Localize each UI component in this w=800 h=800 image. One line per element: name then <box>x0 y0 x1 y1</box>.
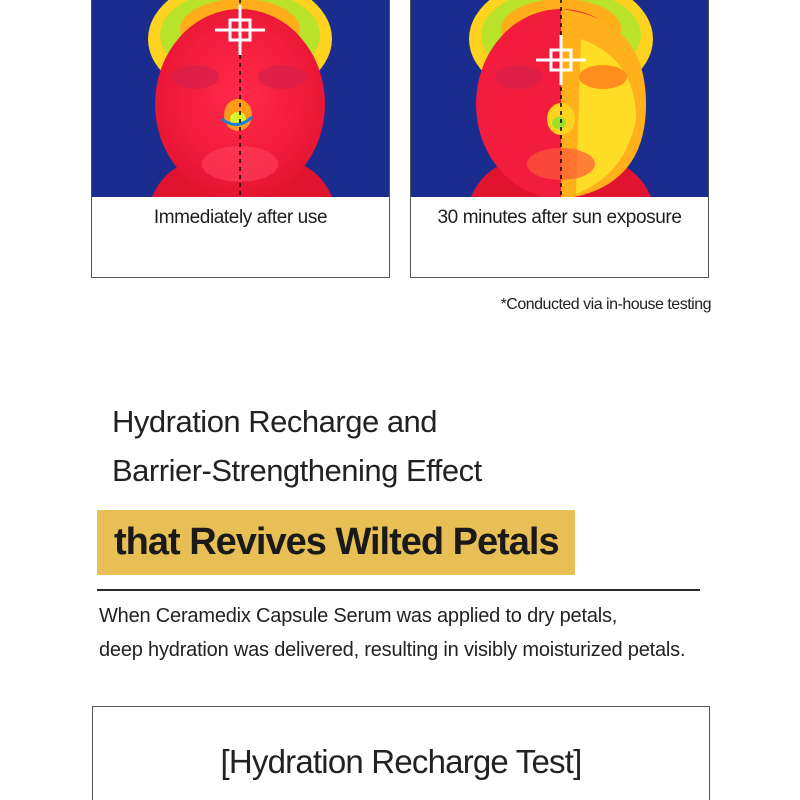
thermal-image-before <box>92 0 389 197</box>
thermal-card-after <box>410 0 709 278</box>
thermal-card-before <box>91 0 390 278</box>
test-title: [Hydration Recharge Test] <box>220 743 582 780</box>
highlight-headline: that Revives Wilted Petals <box>114 521 559 563</box>
section-headline-line-1: Hydration Recharge and <box>112 404 438 439</box>
section-divider <box>97 589 700 591</box>
thermal-caption-before: Immediately after use <box>153 207 328 228</box>
body-text-line-1: When Ceramedix Capsule Serum was applied to dry petals, <box>99 605 618 627</box>
thermal-image-after <box>411 0 708 197</box>
hydration-test-box <box>92 706 710 800</box>
section-headline-line-2: Barrier-Strengthening Effect <box>112 453 482 488</box>
thermal-caption-after: 30 minutes after sun exposure <box>437 207 682 228</box>
testing-footnote: *Conducted via in-house testing <box>500 296 711 313</box>
body-text-line-2: deep hydration was delivered, resulting in visibly moisturized petals. <box>99 639 686 661</box>
